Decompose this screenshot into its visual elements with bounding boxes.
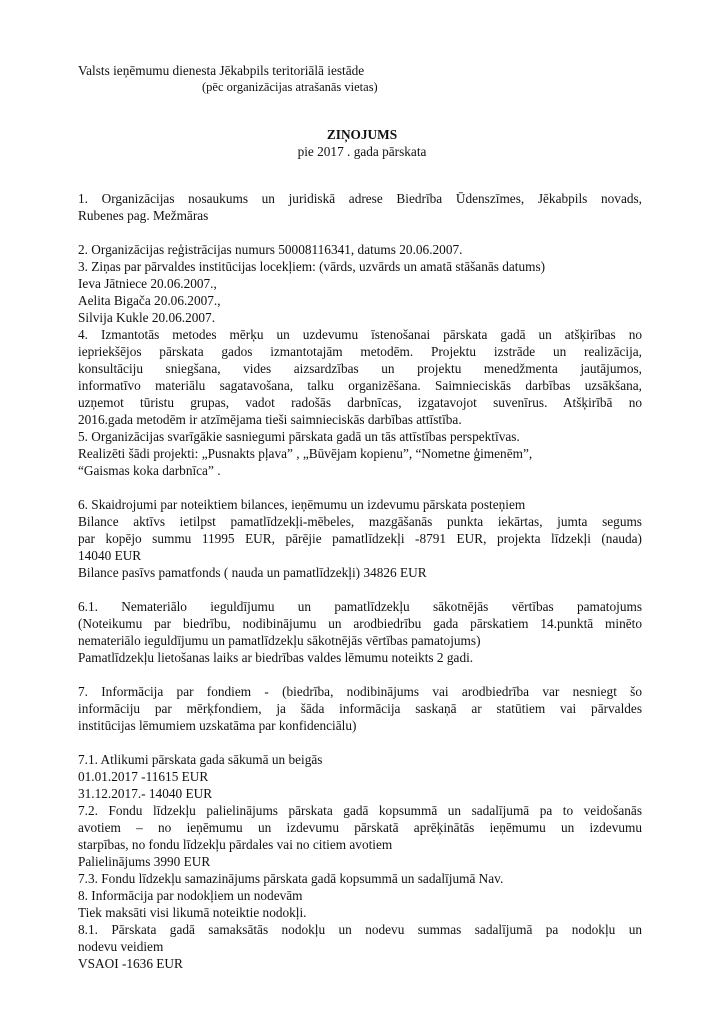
institution-note: (pēc organizācijas atrašanās vietas) [202, 80, 378, 94]
text-line: 7.3. Fondu līdzekļu samazinājums pārskata gadā kopsummā un sadalījumā Nav. [78, 871, 504, 886]
text-line: Tiek maksāti visi likumā noteiktie nodokļi. [78, 905, 307, 920]
text-line: informāciju par mērķfondiem, ja šāda informācija saskaņā ar statūtiem vai pārvaldes [78, 701, 642, 716]
text-line: 8.1. Pārskata gadā samaksātās nodokļu un nodevu summas sadalījumā pa nodokļu un [78, 922, 642, 937]
text-line: Ieva Jātniece 20.06.2007., [78, 276, 217, 291]
text-line: 8. Informācija par nodokļiem un nodevām [78, 888, 303, 903]
text-line: 6.1. Nemateriālo ieguldījumu un pamatlīdzekļu sākotnējās vērtības pamatojums [78, 599, 642, 614]
text-line: Palielinājums 3990 EUR [78, 854, 211, 869]
text-line: (Noteikumu par biedrību, nodibinājumu un arodbiedrību gada pārskatiem 14.punktā minēto [78, 616, 642, 631]
text-line: 7.1. Atlikumi pārskata gada sākumā un beigās [78, 752, 323, 767]
text-line: 7. Informācija par fondiem - (biedrība, nodibinājums vai arodbiedrība var nesniegt šo [78, 684, 642, 699]
text-line: 3. Ziņas par pārvaldes institūcijas locekļiem: (vārds, uzvārds un amatā stāšanās datums) [78, 259, 546, 274]
text-line: 1. Organizācijas nosaukums un juridiskā adrese Biedrība Ūdenszīmes, Jēkabpils novads, [78, 191, 642, 206]
text-line: institūcijas lēmumiem uzskatāma par konfidenciālu) [78, 718, 357, 733]
text-line: 7.2. Fondu līdzekļu palielinājums pārskata gadā kopsummā un sadalījumā pa to veidošanās [78, 803, 642, 818]
text-line: iepriekšējos pārskata gados izmantotajām metodēm. Projektu izstrāde un realizācija, [78, 344, 642, 359]
institution-name: Valsts ieņēmumu dienesta Jēkabpils teritoriālā iestāde [78, 63, 365, 78]
text-line: Realizēti šādi projekti: „Pusnakts pļava” , „Būvējam kopienu”, “Nometne ģimenēm”, [78, 446, 533, 461]
text-line: Bilance aktīvs ietilpst pamatlīdzekļi-mēbeles, mazgāšanās punkta iekārtas, jumta segums [78, 514, 642, 529]
text-line: Rubenes pag. Mežmāras [78, 208, 209, 223]
text-line: Pamatlīdzekļu lietošanas laiks ar biedrības valdes lēmumu noteikts 2 gadi. [78, 650, 474, 665]
text-line: Aelita Bigača 20.06.2007., [78, 293, 221, 308]
text-line: avotiem – no ieņēmumu un izdevumu pārskatā aprēķinātās ieņēmumu un izdevumu [78, 820, 642, 835]
text-line: nemateriālo ieguldījumu un pamatlīdzekļu sākotnējās vērtības pamatojums) [78, 633, 481, 648]
text-line: nodevu veidiem [78, 939, 164, 954]
text-line: 31.12.2017.- 14040 EUR [78, 786, 213, 801]
text-line: Bilance pasīvs pamatfonds ( nauda un pamatlīdzekļi) 34826 EUR [78, 565, 427, 580]
text-line: 2016.gada metodēm ir atzīmējama tieši saimnieciskās darbības attīstība. [78, 412, 462, 427]
text-line: par kopējo summu 11995 EUR, pārējie pamatlīdzekļi -8791 EUR, projekta līdzekļi (nauda) [78, 531, 642, 546]
text-line: 2. Organizācijas reģistrācijas numurs 50008116341, datums 20.06.2007. [78, 242, 463, 257]
text-line: informatīvo materiālu sagatavošana, talku organizēšana. Saimnieciskās darbības uzsākšana, [78, 378, 642, 393]
document-title: ZIŅOJUMS [326, 127, 398, 142]
text-line: 5. Organizācijas svarīgākie sasniegumi pārskata gadā un tās attīstības perspektīvas. [78, 429, 520, 444]
text-line: 4. Izmantotās metodes mērķu un uzdevumu īstenošanai pārskata gadā un atšķirības no [78, 327, 642, 342]
text-line: 6. Skaidrojumi par noteiktiem bilances, ieņēmumu un izdevumu pārskata posteņiem [78, 497, 526, 512]
text-line: “Gaismas koka darbnīca” . [78, 463, 221, 478]
document-subtitle: pie 2017 . gada pārskata [297, 144, 427, 159]
text-line: starpības, no fondu līdzekļu pārdales vai no citiem avotiem [78, 837, 393, 852]
text-line: Silvija Kukle 20.06.2007. [78, 310, 216, 325]
text-line: uzņemot tūristu grupas, vadot radošās darbnīcas, izgatavojot suvenīrus. Atšķirībā no [78, 395, 642, 410]
text-line: 01.01.2017 -11615 EUR [78, 769, 209, 784]
text-line: VSAOI -1636 EUR [78, 956, 183, 971]
text-line: 14040 EUR [78, 548, 142, 563]
text-line: konsultāciju sniegšana, vides aizsardzības un projektu menedžmenta jautājumos, [78, 361, 642, 376]
